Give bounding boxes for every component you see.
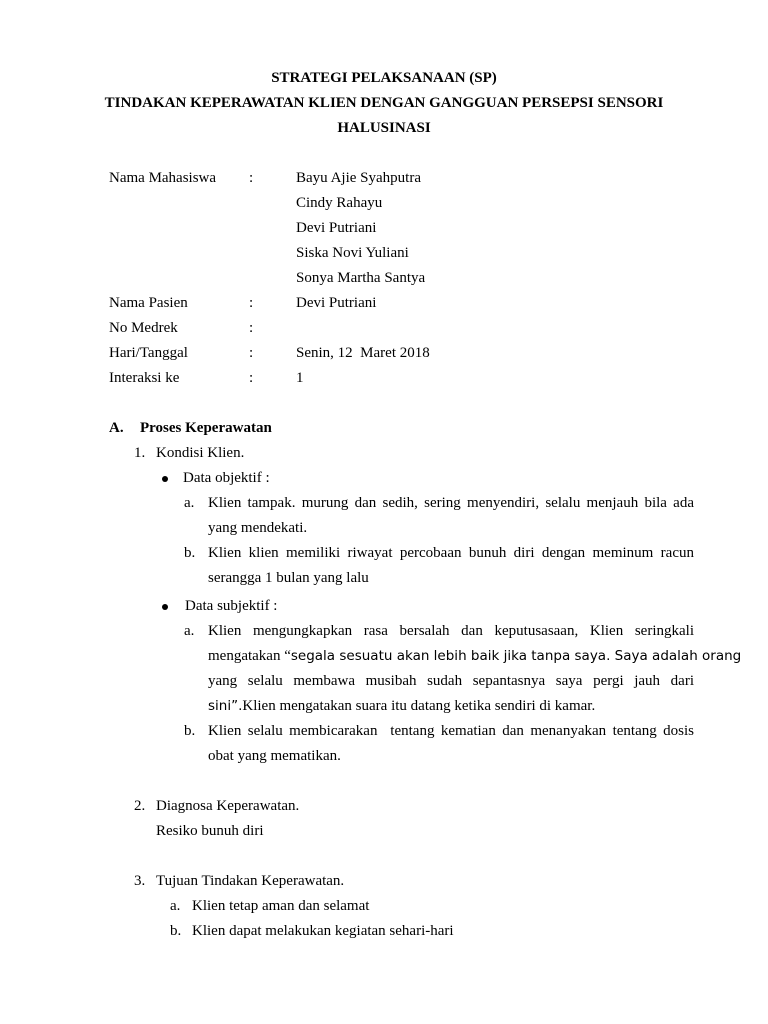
list-marker: a. <box>184 623 195 639</box>
patient-value: Devi Putriani <box>296 295 377 311</box>
subjective-item-a-line4 <box>208 694 595 719</box>
student-name: Devi Putriani <box>296 220 377 236</box>
quote-end: sini”. <box>208 698 243 714</box>
section-heading: Proses Keperawatan <box>140 420 272 436</box>
list-marker: b. <box>170 923 182 939</box>
objective-item-b: Klien klien memiliki riwayat percobaan bunuh diri dengan meminum racun <box>208 545 694 561</box>
bullet-icon <box>162 604 168 610</box>
section-marker: A. <box>109 420 124 436</box>
goal-item: Klien dapat melakukan kegiatan sehari-hari <box>192 923 454 939</box>
subjective-item-a-line2 <box>208 644 741 669</box>
date-value: Senin, 12 Maret 2018 <box>296 345 430 361</box>
interaction-label: Interaksi ke <box>109 370 180 386</box>
subjective-item-a: Klien mengungkapkan rasa bersalah dan keputusasaan, Klien seringkali <box>208 623 694 639</box>
diagnosis-value: Resiko bunuh diri <box>156 823 264 839</box>
date-label: Hari/Tanggal <box>109 345 188 361</box>
list-marker: a. <box>170 898 181 914</box>
doc-title: STRATEGI PELAKSANAAN (SP) <box>271 70 497 86</box>
interaction-value: 1 <box>296 370 304 386</box>
subjective-item-a-line3: yang selalu membawa musibah sudah sepantasnya saya pergi jauh dari <box>208 673 694 689</box>
colon: : <box>249 370 254 386</box>
medrek-label: No Medrek <box>109 320 178 336</box>
colon: : <box>249 345 254 361</box>
doc-subtitle-cont: HALUSINASI <box>337 120 431 136</box>
subjective-item-b: Klien selalu membicarakan tentang kematian dan menanyakan tentang dosis <box>208 723 694 739</box>
item-number: 1. <box>134 445 146 461</box>
student-name: Cindy Rahayu <box>296 195 383 211</box>
list-marker: b. <box>184 723 196 739</box>
goal-item: Klien tetap aman dan selamat <box>192 898 370 914</box>
student-name: Bayu Ajie Syahputra <box>296 170 421 186</box>
objective-label: Data objektif : <box>183 470 270 486</box>
colon: : <box>249 170 254 186</box>
item-number: 2. <box>134 798 146 814</box>
item-number: 3. <box>134 873 146 889</box>
list-marker: b. <box>184 545 196 561</box>
objective-item-a-cont: yang mendekati. <box>208 520 308 536</box>
quote-text: segala sesuatu akan lebih baik jika tanpa saya. Saya adalah orang <box>290 648 742 664</box>
student-name: Sonya Martha Santya <box>296 270 426 286</box>
list-marker: a. <box>184 495 195 511</box>
objective-item-a: Klien tampak. murung dan sedih, sering menyendiri, selalu menjauh bila ada <box>208 495 694 511</box>
patient-label: Nama Pasien <box>109 295 188 311</box>
doc-subtitle: TINDAKAN KEPERAWATAN KLIEN DENGAN GANGGUAN PERSEPSI SENSORI <box>104 95 664 111</box>
objective-item-b-cont: serangga 1 bulan yang lalu <box>208 570 369 586</box>
bullet-icon <box>162 476 168 482</box>
colon: : <box>249 320 254 336</box>
item-label: Diagnosa Keperawatan. <box>156 798 300 814</box>
colon: : <box>249 295 254 311</box>
item-label: Tujuan Tindakan Keperawatan. <box>156 873 345 889</box>
subjective-item-b-cont: obat yang mematikan. <box>208 748 341 764</box>
student-label: Nama Mahasiswa <box>109 170 217 186</box>
quote-lead: mengatakan “ <box>208 648 291 664</box>
item-label: Kondisi Klien. <box>156 445 245 461</box>
subjective-label: Data subjektif : <box>185 598 278 614</box>
student-name: Siska Novi Yuliani <box>296 245 409 261</box>
quote-follow: Klien mengatakan suara itu datang ketika sendiri di kamar. <box>242 698 596 714</box>
